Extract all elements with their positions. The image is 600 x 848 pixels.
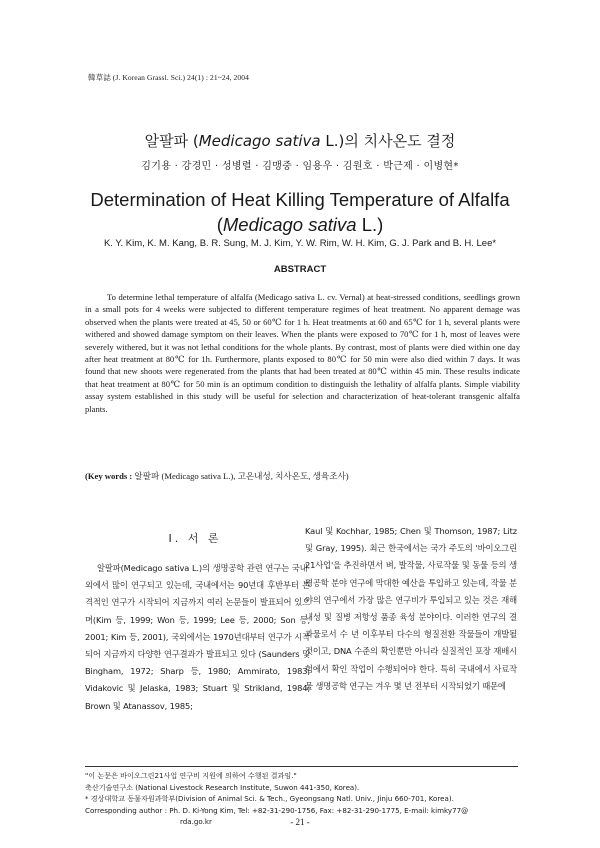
footnote-affiliation-1: 축산기술연구소 (National Livestock Research Institute, Suwon 441-350, Korea). — [85, 782, 360, 792]
abstract-body: To determine lethal temperature of alfalfa (Medicago sativa L. cv. Vernal) at heat-stressed conditions, seedlings grown in a small pots for 4 weeks were subjected to different temperature regimes of heat treatment. No apparent demage was observed when the plants were treated at 45, 50 or 60℃ for 1 h. Heat treatments at 60 and 65℃ for 1 h, several plants were withered and showed damage symptom on their leaves. When the plants were exposed to 70℃ for 1 h, most of leaves were severely withered, but it was not lethal conditions for the whole plants. By contrast, most of plants were died within one day after heat treatment at 80℃ for 1h. Furthermore, plants exposed to 80℃ for 50 min were also died within 7 days. It was found that new shoots were regenerated from the plants that had been treated at 80℃ within 45 min. These results indicate that heat treatment at 80℃ for 50 min is an optimum condition to distinguish the lethality of alfalfa plants. Simple viability assay system established in this study will be useful for selection and characterization of heat-tolerant transgenic alfalfa plants. — [85, 292, 520, 414]
title-english — [70, 187, 530, 237]
authors-english: K. Y. Kim, K. M. Kang, B. R. Sung, M. J. Kim, Y. W. Rim, W. H. Kim, G. J. Park and B. H. Lee* — [103, 238, 497, 249]
intro-column-right: Kaul 및 Kochhar, 1985; Chen 및 Thomson, 1987; Litz 및 Gray, 1995). 최근 한국에서는 국가 주도의 '바이오그린21사업'을 추진하면서 벼, 발작물, 사료작물 및 동물 등의 생명공학 분야 연구에 막대한 예산을 투입하고 있는데, 작물 분야의 연구에서 가장 많은 연구비가 투입되고 있는 것은 재해내성 및 질병 저항성 품종 육성 분야이다. 이러한 연구의 결과물로서 수 년 이후부터 다수의 형질전환 작물들이 개발될 것이고, DNA 수준의 확인뿐만 아니라 실질적인 포장 재배시험에서 확인 작업이 수행되어야 한다. 특히 국내에서 사료작물 생명공학 연구는 겨우 몇 년 전부터 시작되었기 때문에 — [305, 526, 517, 691]
keywords — [85, 470, 520, 482]
page-number: - 21 - — [290, 817, 310, 827]
intro-column-left: 알팔파(Medicago sativa L.)의 생명공학 관련 연구는 국내·외에서 많이 연구되고 있는데, 국내에서는 90년대 후반부터 본격적인 연구가 시작되어 지금까지 여러 논문들이 발표되어 있으며(Kim 등, 1999; Won 등, 1999; Lee 등, 2000; Son 등, 2001; Kim 등, 2001), 국외에서는 1970년대부터 연구가 시작되어 지금까지 다양한 연구결과가 발표되고 있다 (Saunders 및 Bingham, 1972; Sharp 등, 1980; Ammirato, 1983; Vidakovic 및 Jelaska, 1983; Stuart 및 Strikland, 1984; Brown 및 Atanassov, 1985; — [85, 563, 310, 711]
footnote-funding: "이 논문은 바이오그린21사업 연구비 지원에 의하여 수행된 결과임." — [85, 771, 297, 780]
footnote-affiliation-2: * 경상대학교 동물자원과학부(Division of Animal Sci. & Tech., Gyeongsang Natl. Univ., Jinju 660-701, Korea). — [85, 794, 454, 804]
journal-citation: 韓草誌 (J. Korean Grassl. Sci.) 24(1) : 21~24, 2004 — [88, 73, 249, 82]
footnote-email-continued: rda.go.kr — [180, 817, 212, 827]
footnote-corresponding-author: Corresponding author : Ph. D. Ki-Yong Kim, Tel: +82-31-290-1756, Fax: +82-31-290-1775, E-mail: kimky77@ — [85, 805, 469, 815]
title-ko-part2: L.)의 치사온도 결정 — [320, 132, 456, 150]
authors-korean: 김기용 · 강경민 · 성병렬 · 김맹중 · 임용우 · 김원호 · 박근제 · 이병현* — [141, 161, 459, 172]
title-en-part1: Determination of Heat Killing Temperature of Alfalfa ( — [90, 189, 510, 235]
title-en-species: Medicago sativa — [222, 214, 357, 235]
keywords-list: 알팔파 (Medicago sativa L.), 고온내성, 치사온도, 생육조사) — [134, 471, 349, 481]
keywords-label: (Key words : — [85, 471, 135, 481]
title-ko-species: Medicago sativa — [198, 132, 321, 150]
section-heading-introduction: I. 서 론 — [168, 532, 222, 545]
title-ko-part1: 알팔파 ( — [144, 132, 199, 150]
footnote-divider — [85, 766, 518, 767]
title-en-part2: L.) — [356, 214, 384, 235]
title-korean — [0, 130, 600, 151]
abstract-heading: ABSTRACT — [273, 264, 327, 275]
